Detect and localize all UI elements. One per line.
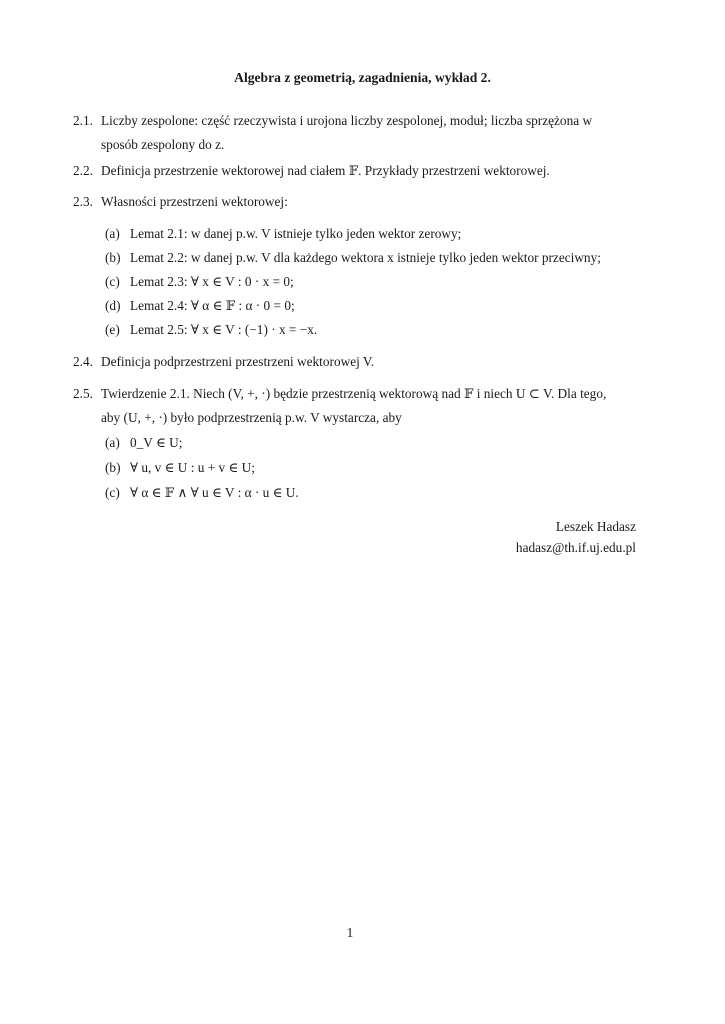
list-item [73, 163, 641, 180]
item-number: 2.4. [73, 354, 93, 369]
sub-item-label: (c) [105, 485, 120, 500]
sub-item [105, 485, 650, 502]
sub-item-text: ∀ α ∈ 𝔽 ∧ ∀ u ∈ V : α · u ∈ U. [130, 485, 299, 500]
sub-item-label: (b) [105, 460, 121, 475]
sub-item [105, 322, 650, 339]
item-line: Twierdzenie 2.1. Niech (V, +, ·) będzie przestrzenią wektorową nad 𝔽 i niech U ⊂ V. Dla tego, [101, 386, 607, 401]
sub-item-label: (a) [105, 435, 120, 450]
list-item [73, 113, 641, 153]
sub-item [105, 298, 650, 315]
sub-item-text: 0_V ∈ U; [130, 435, 183, 450]
item-text: Definicja podprzestrzeni przestrzeni wektorowej V. [101, 354, 375, 369]
author-name: Leszek Hadasz [555, 519, 636, 534]
sub-item-text: Lemat 2.2: w danej p.w. V dla każdego wektora x istnieje tylko jeden wektor przeciwny; [130, 250, 601, 265]
item-number: 2.3. [73, 194, 93, 209]
item-text: Definicja przestrzenie wektorowej nad ciałem 𝔽. Przykłady przestrzeni wektorowej. [101, 163, 550, 178]
list-item [73, 354, 641, 371]
item-line: aby (U, +, ·) było podprzestrzenią p.w. V wystarcza, aby [101, 409, 402, 425]
list-item [73, 386, 641, 426]
page-number: 1 [346, 925, 354, 940]
item-line: Liczby zespolone: część rzeczywista i urojona liczby zespolonej, moduł; liczba sprzężona w [101, 113, 593, 128]
item-text: Własności przestrzeni wektorowej: [101, 194, 288, 209]
sub-item [105, 274, 650, 291]
document-title: Algebra z geometrią, zagadnienia, wykład 2. [234, 70, 491, 85]
sub-item-text: ∀ u, v ∈ U : u + v ∈ U; [130, 460, 255, 475]
item-text [101, 113, 641, 153]
list-item [73, 194, 641, 211]
sub-item [105, 460, 650, 477]
sub-item-label: (d) [105, 298, 121, 313]
sub-item-label: (b) [105, 250, 121, 265]
sub-item-label: (a) [105, 226, 120, 241]
sub-item-text: Lemat 2.3: ∀ x ∈ V : 0 · x = 0; [130, 274, 294, 289]
sub-item-text: Lemat 2.5: ∀ x ∈ V : (−1) · x = −x. [130, 322, 318, 337]
item-text [101, 386, 641, 426]
sub-item [105, 435, 650, 452]
item-line: sposób zespolony do z. [101, 136, 225, 152]
sub-item-label: (c) [105, 274, 120, 289]
sub-item-text: Lemat 2.1: w danej p.w. V istnieje tylko jeden wektor zerowy; [130, 226, 462, 241]
author-email: hadasz@th.if.uj.edu.pl [515, 540, 636, 555]
item-number: 2.1. [73, 113, 93, 128]
sub-item [105, 250, 650, 267]
sub-item [105, 226, 650, 243]
sub-item-label: (e) [105, 322, 120, 337]
item-number: 2.5. [73, 386, 93, 401]
item-number: 2.2. [73, 163, 93, 178]
sub-item-text: Lemat 2.4: ∀ α ∈ 𝔽 : α · 0 = 0; [130, 298, 295, 313]
